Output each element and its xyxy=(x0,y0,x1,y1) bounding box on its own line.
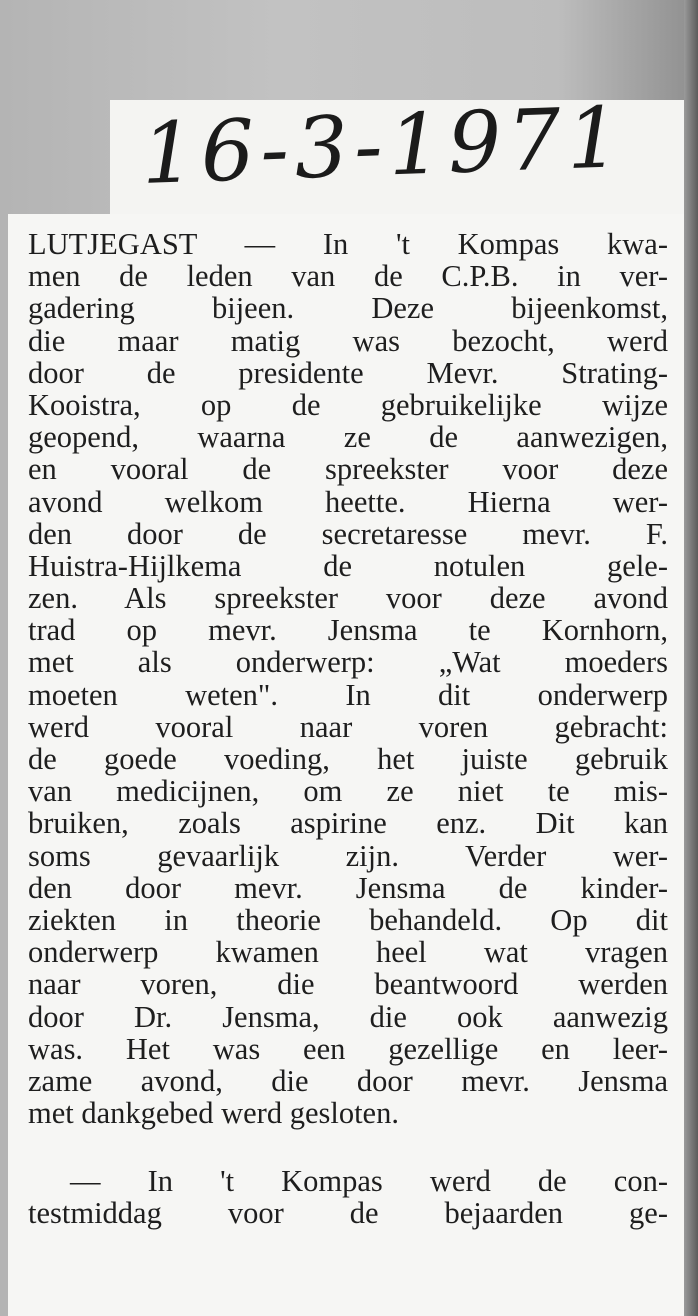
article-line: geopend, waarna ze de aanwezigen, xyxy=(28,420,668,455)
article-column xyxy=(28,228,668,1230)
article-line: zen. Als spreekster voor deze avond xyxy=(28,581,668,616)
article-line: en vooral de spreekster voor deze xyxy=(28,452,668,487)
article-line: den door mevr. Jensma de kinder- xyxy=(28,870,668,905)
article-line: trad op mevr. Jensma te Kornhorn, xyxy=(28,613,668,648)
article-line: Huistra-Hijlkema de notulen gele- xyxy=(28,548,668,583)
article-last-line: met dankgebed werd gesloten. xyxy=(28,1096,399,1131)
handwritten-date: 16-3-1971 xyxy=(139,88,628,203)
paragraph-gap xyxy=(28,1129,668,1165)
article-line: gadering bijeen. Deze bijeenkomst, xyxy=(28,291,668,326)
article-line: door Dr. Jensma, die ook aanwezig xyxy=(28,999,668,1034)
article-line: moeten weten". In dit onderwerp xyxy=(28,677,668,712)
article-line: met als onderwerp: „Wat moeders xyxy=(28,645,668,680)
article-line: soms gevaarlijk zijn. Verder wer- xyxy=(28,838,668,873)
second-item-line: testmiddag voor de bejaarden ge- xyxy=(28,1196,668,1231)
article-line: Kooistra, op de gebruikelijke wijze xyxy=(28,387,668,422)
article-line: de goede voeding, het juiste gebruik xyxy=(28,742,668,776)
article-line: den door de secretaresse mevr. F. xyxy=(28,516,668,551)
article-line: onderwerp kwamen heel wat vragen xyxy=(28,935,668,970)
article-line: men de leden van de C.P.B. in ver- xyxy=(28,259,668,294)
article-line: LUTJEGAST — In 't Kompas kwa- xyxy=(28,227,668,261)
second-item-line: — In 't Kompas werd de con- xyxy=(70,1164,668,1199)
article-line: avond welkom heette. Hierna wer- xyxy=(28,484,668,519)
article-line: werd vooral naar voren gebracht: xyxy=(28,709,668,744)
article-line: bruiken, zoals aspirine enz. Dit kan xyxy=(28,806,668,841)
article-line: die maar matig was bezocht, werd xyxy=(28,323,668,358)
article-line: ziekten in theorie behandeld. Op dit xyxy=(28,902,668,937)
article-line: naar voren, die beantwoord werden xyxy=(28,967,668,1002)
article-line: was. Het was een gezellige en leer- xyxy=(28,1031,668,1066)
article-line: zame avond, die door mevr. Jensma xyxy=(28,1063,668,1098)
scan-edge-shadow xyxy=(684,0,698,1316)
article-line: door de presidente Mevr. Strating- xyxy=(28,355,668,390)
article-line: van medicijnen, om ze niet te mis- xyxy=(28,774,668,809)
